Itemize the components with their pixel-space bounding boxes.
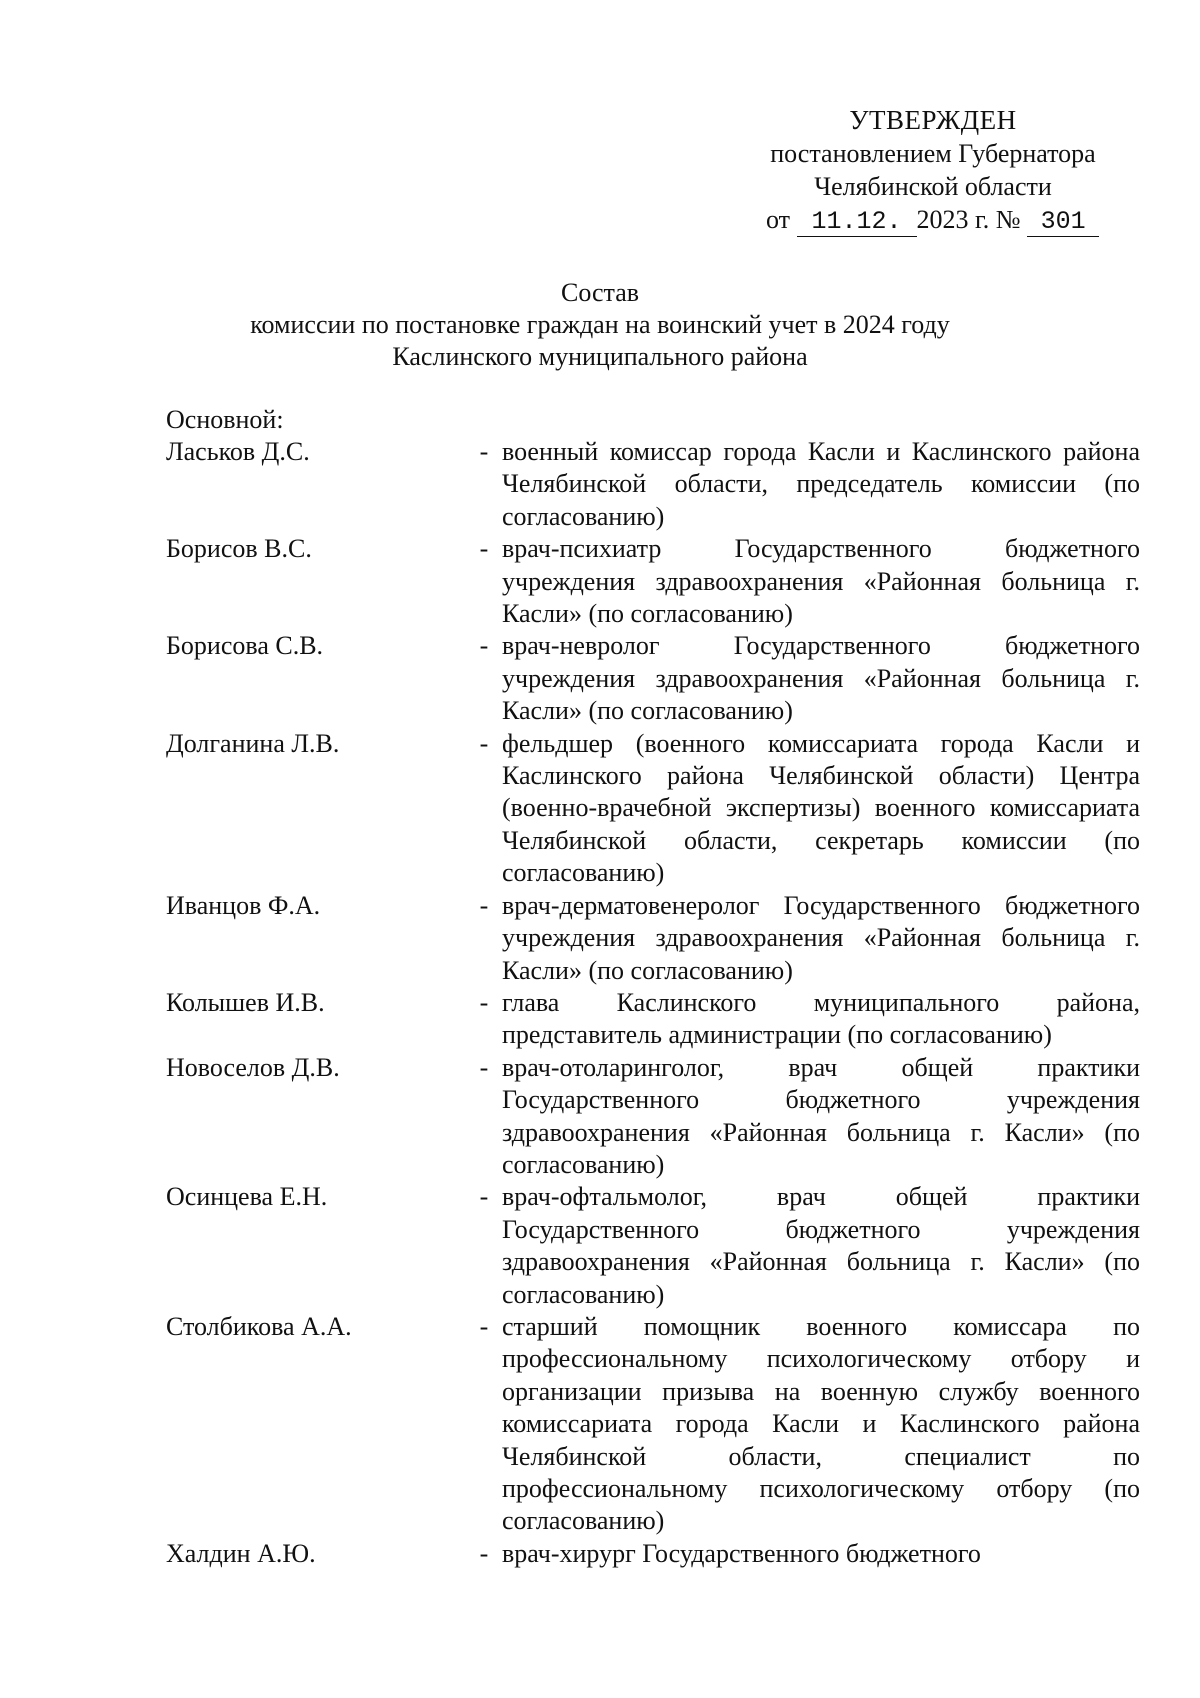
member-dash: -	[479, 437, 489, 466]
member-row	[166, 1311, 1140, 1538]
date-value: 11.12.	[797, 208, 917, 237]
member-dash: -	[479, 1538, 489, 1568]
member-dash: -	[479, 631, 489, 661]
approval-date-line	[728, 203, 1138, 237]
member-dash: -	[479, 1182, 489, 1212]
member-description: врач-офтальмолог, врач общей практики Государственного бюджетного учреждения здравоохранения «Районная больница г. Касли» (по согласованию)	[502, 1182, 1140, 1309]
member-name: Ласьков Д.С.	[166, 437, 310, 466]
member-row	[166, 728, 1140, 890]
member-description: врач-невролог Государственного бюджетного учреждения здравоохранения «Районная больница г. Касли» (по согласованию)	[502, 631, 1140, 726]
member-name: Осинцева Е.Н.	[166, 1182, 328, 1212]
member-name: Борисова С.В.	[166, 631, 324, 661]
member-description: глава Каслинского муниципального района, представитель администрации (по согласованию)	[502, 987, 1140, 1050]
member-name: Борисов В.С.	[166, 534, 312, 564]
member-row	[166, 987, 1140, 1052]
member-row	[166, 1052, 1140, 1182]
member-dash: -	[479, 534, 489, 564]
title-line-3: Каслинского муниципального района	[392, 342, 808, 371]
member-row	[166, 1181, 1140, 1311]
decree-number: 301	[1027, 208, 1099, 237]
member-name: Долганина Л.В.	[166, 728, 340, 758]
member-description: врач-хирург Государственного бюджетного	[502, 1538, 981, 1568]
title-line-1: Состав	[560, 278, 640, 307]
approval-line-2: Челябинской области	[814, 172, 1052, 201]
member-dash: -	[479, 890, 489, 920]
member-description: врач-дерматовенеролог Государственного бюджетного учреждения здравоохранения «Районная больница г. Касли» (по согласованию)	[502, 890, 1140, 985]
member-description: военный комиссар города Касли и Каслинского района Челябинской области, председатель комиссии (по согласованию)	[502, 437, 1140, 531]
member-name: Колышев И.В.	[166, 987, 325, 1017]
member-name: Новоселов Д.В.	[166, 1052, 340, 1082]
member-name: Иванцов Ф.А.	[166, 890, 321, 920]
member-name: Столбикова А.А.	[166, 1311, 352, 1341]
member-dash: -	[479, 728, 489, 758]
member-row	[166, 436, 1140, 533]
approval-block	[728, 104, 1138, 237]
member-description: врач-отоларинголог, врач общей практики Государственного бюджетного учреждения здравоохранения «Районная больница г. Касли» (по согласованию)	[502, 1052, 1140, 1179]
title-line-2: комиссии по постановке граждан на воинский учет в 2024 году	[250, 310, 950, 339]
approval-heading: УТВЕРЖДЕН	[849, 105, 1017, 135]
member-row	[166, 630, 1140, 727]
date-prefix: от	[766, 205, 791, 234]
member-list	[166, 436, 1140, 1570]
member-row	[166, 533, 1140, 630]
member-description: фельдшер (военного комиссариата города Касли и Каслинского района Челябинской области) Центра (военно-врачебной экспертизы) военного комиссариата Челябинской области, секретарь комиссии (по согласованию)	[502, 728, 1140, 888]
member-dash: -	[479, 1311, 489, 1341]
member-row	[166, 1538, 1140, 1570]
member-description: врач-психиатр Государственного бюджетного учреждения здравоохранения «Районная больница г. Касли» (по согласованию)	[502, 534, 1140, 629]
member-name: Халдин А.Ю.	[166, 1538, 316, 1568]
member-dash: -	[479, 1052, 489, 1082]
approval-line-1: постановлением Губернатора	[770, 139, 1096, 168]
document-title	[160, 277, 1040, 373]
section-label: Основной:	[166, 405, 284, 434]
member-description: старший помощник военного комиссара по профессиональному психологическому отбору и организации призыва на военную службу военного комиссариата города Касли и Каслинского района Челябинской области, специалист по профессиональному психологическому отбору (по согласованию)	[502, 1311, 1140, 1536]
member-row	[166, 890, 1140, 987]
date-year: 2023 г. №	[916, 205, 1021, 234]
member-dash: -	[479, 987, 489, 1017]
